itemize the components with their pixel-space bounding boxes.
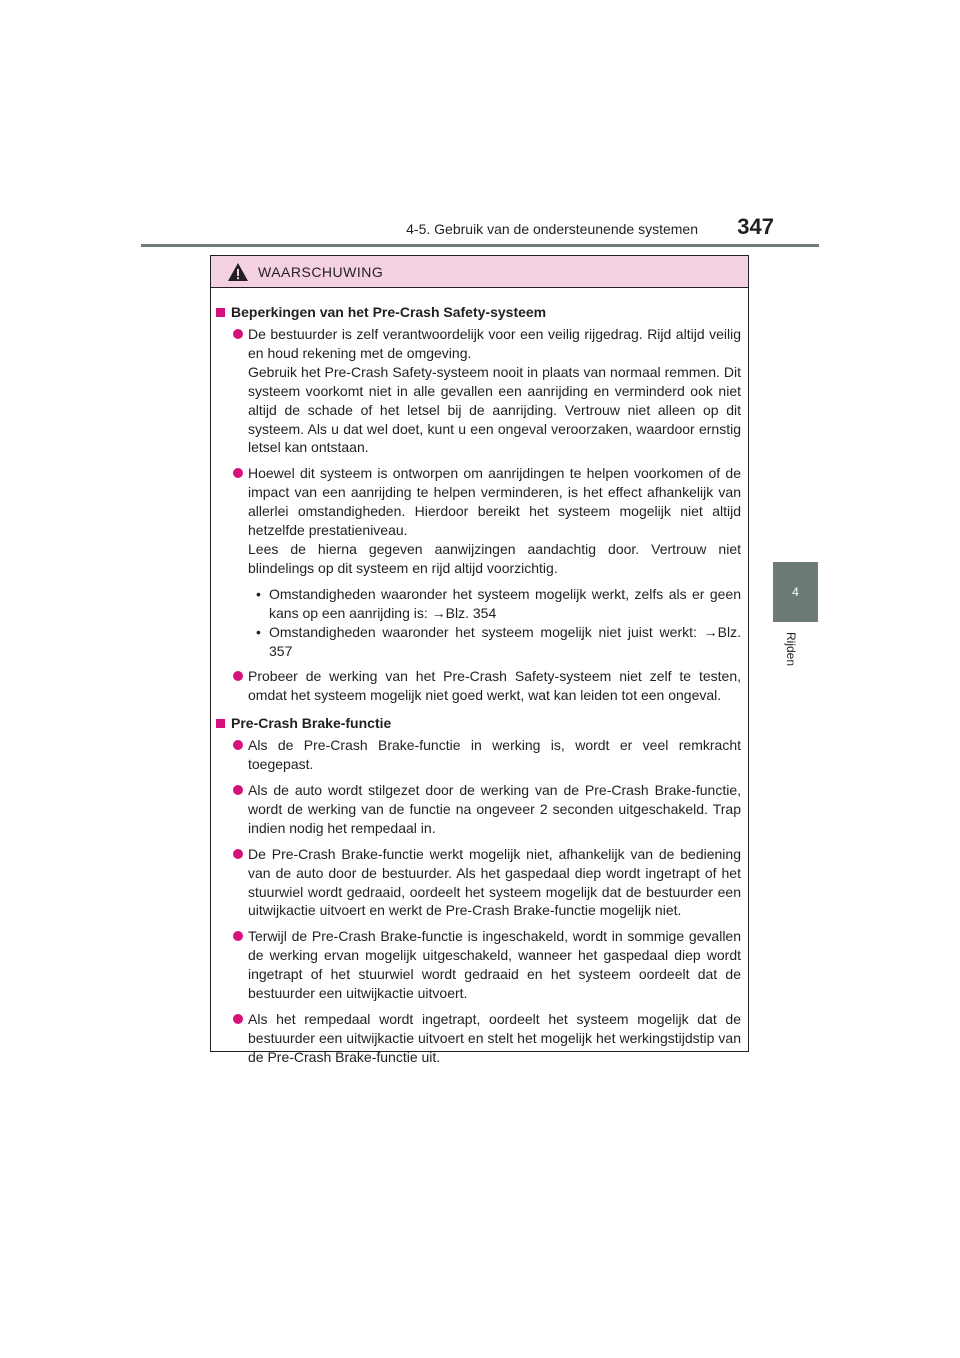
bullet-paragraph: Hoewel dit systeem is ontworpen om aanrijdingen te helpen voorkomen of de impact van een aanrijding te helpen verminderen, is het effect afhankelijk van allerlei omstandigheden. Hierdoor bereikt het systeem mogelijk niet altijd hetzelfde prestatieniveau. xyxy=(248,465,741,539)
chapter-label: Rijden xyxy=(784,632,798,667)
bullet-item xyxy=(233,927,741,1003)
sub-list-item xyxy=(256,585,741,623)
bullet-paragraph: De Pre-Crash Brake-functie werkt mogelijk niet, afhankelijk van de bediening van de auto door de bestuurder. Als het gaspedaal diep wordt ingetrapt of het stuurwiel wordt gedraaid, oordeelt het systeem mogelijk dat de bestuurder een uitwijkactie uitvoert en werkt de Pre-Crash Brake-functie mogelijk niet. xyxy=(248,845,741,919)
bullet-text xyxy=(248,736,741,774)
section-gap xyxy=(216,1074,741,1076)
bullet-text xyxy=(248,845,741,921)
bullet-item xyxy=(233,1010,741,1067)
bullet-item xyxy=(233,845,741,921)
bullet-paragraph: Gebruik het Pre-Crash Safety-systeem nooit in plaats van normaal remmen. Dit systeem voorkomt niet in alle gevallen een aanrijding en verminderd ook niet altijd de schade of het letsel bij de aanrijding. Vertrouw niet alleen op dit systeem. Als u dat wel doet, kunt u een ongeval veroorzaken, waardoor ernstig letsel kan ontstaan. xyxy=(248,363,741,456)
bullet-item xyxy=(233,781,741,838)
bullet-text xyxy=(248,464,741,660)
header-rule xyxy=(141,244,819,247)
round-bullet-icon xyxy=(233,785,243,795)
section-title-text: Pre-Crash Brake-functie xyxy=(231,715,392,732)
round-bullet-icon xyxy=(233,468,243,478)
warning-section-title xyxy=(216,303,741,322)
warning-title: WAARSCHUWING xyxy=(258,263,384,280)
square-bullet-icon xyxy=(216,308,225,317)
square-bullet-icon xyxy=(216,719,225,728)
bullet-text xyxy=(248,927,741,1003)
bullet-paragraph: De bestuurder is zelf verantwoordelijk voor een veilig rijgedrag. Rijd altijd veilig en houd rekening met de omgeving. xyxy=(248,326,741,361)
round-bullet-icon xyxy=(233,1014,243,1024)
bullet-text xyxy=(248,781,741,838)
warning-box xyxy=(210,255,749,1065)
bullet-paragraph: Probeer de werking van het Pre-Crash Safety-systeem niet zelf te testen, omdat het systeem mogelijk niet goed werkt, wat kan leiden tot een ongeval. xyxy=(248,668,741,704)
bullet-text xyxy=(248,1010,741,1067)
sub-list xyxy=(256,585,741,661)
round-bullet-icon xyxy=(233,849,243,859)
section-title: 4-5. Gebruik van de ondersteunende systemen xyxy=(406,221,698,237)
bullet-paragraph: Als het rempedaal wordt ingetrapt, oordeelt het systeem mogelijk dat de bestuurder een uitwijkactie uitvoert en stelt het mogelijk het werkingstijdstip van de Pre-Crash Brake-functie uit. xyxy=(248,1011,741,1065)
round-bullet-icon xyxy=(233,931,243,941)
round-bullet-icon xyxy=(233,740,243,750)
bullet-text xyxy=(248,325,741,457)
round-bullet-icon xyxy=(233,329,243,339)
warning-triangle-icon xyxy=(227,262,249,282)
warning-body xyxy=(211,288,748,1076)
bullet-item xyxy=(233,325,741,457)
page-number: 347 xyxy=(737,214,774,239)
warning-header xyxy=(211,256,748,288)
chapter-number: 4 xyxy=(792,585,799,599)
round-bullet-icon xyxy=(233,671,243,681)
small-bullet-icon: • xyxy=(256,623,261,640)
bullet-item xyxy=(233,736,741,774)
section-title-text: Beperkingen van het Pre-Crash Safety-systeem xyxy=(231,304,547,320)
sub-item-text: Omstandigheden waaronder het systeem mogelijk niet juist werkt: →Blz. 357 xyxy=(269,623,741,659)
small-bullet-icon: • xyxy=(256,585,261,602)
bullet-item xyxy=(233,667,741,705)
bullet-paragraph: Lees de hierna gegeven aanwijzingen aandachtig door. Vertrouw niet blindelings op dit systeem en rijd altijd voorzichtig. xyxy=(248,540,741,576)
bullet-paragraph: Als de Pre-Crash Brake-functie in werking is, wordt er veel remkracht toegepast. xyxy=(248,737,741,773)
warning-section-title xyxy=(216,714,741,733)
sub-item-text: Omstandigheden waaronder het systeem mogelijk werkt, zelfs als er geen kans op een aanrijding is: →Blz. 354 xyxy=(269,585,741,621)
sub-list-item xyxy=(256,623,741,661)
chapter-tab[interactable] xyxy=(773,562,818,622)
bullet-item xyxy=(233,464,741,660)
bullet-text xyxy=(248,667,741,705)
page-header xyxy=(0,0,960,250)
bullet-paragraph: Als de auto wordt stilgezet door de werking van de Pre-Crash Brake-functie, wordt de werking van de functie na ongeveer 2 seconden uitgeschakeld. Trap indien nodig het rempedaal in. xyxy=(248,782,741,836)
bullet-paragraph: Terwijl de Pre-Crash Brake-functie is ingeschakeld, wordt in sommige gevallen de werking ervan mogelijk uitgeschakeld, wanneer het gaspedaal diep wordt ingetrapt of het stuurwiel wordt gedraaid en het systeem oordeelt dat de bestuurder een uitwijkactie uitvoert. xyxy=(248,928,741,1002)
